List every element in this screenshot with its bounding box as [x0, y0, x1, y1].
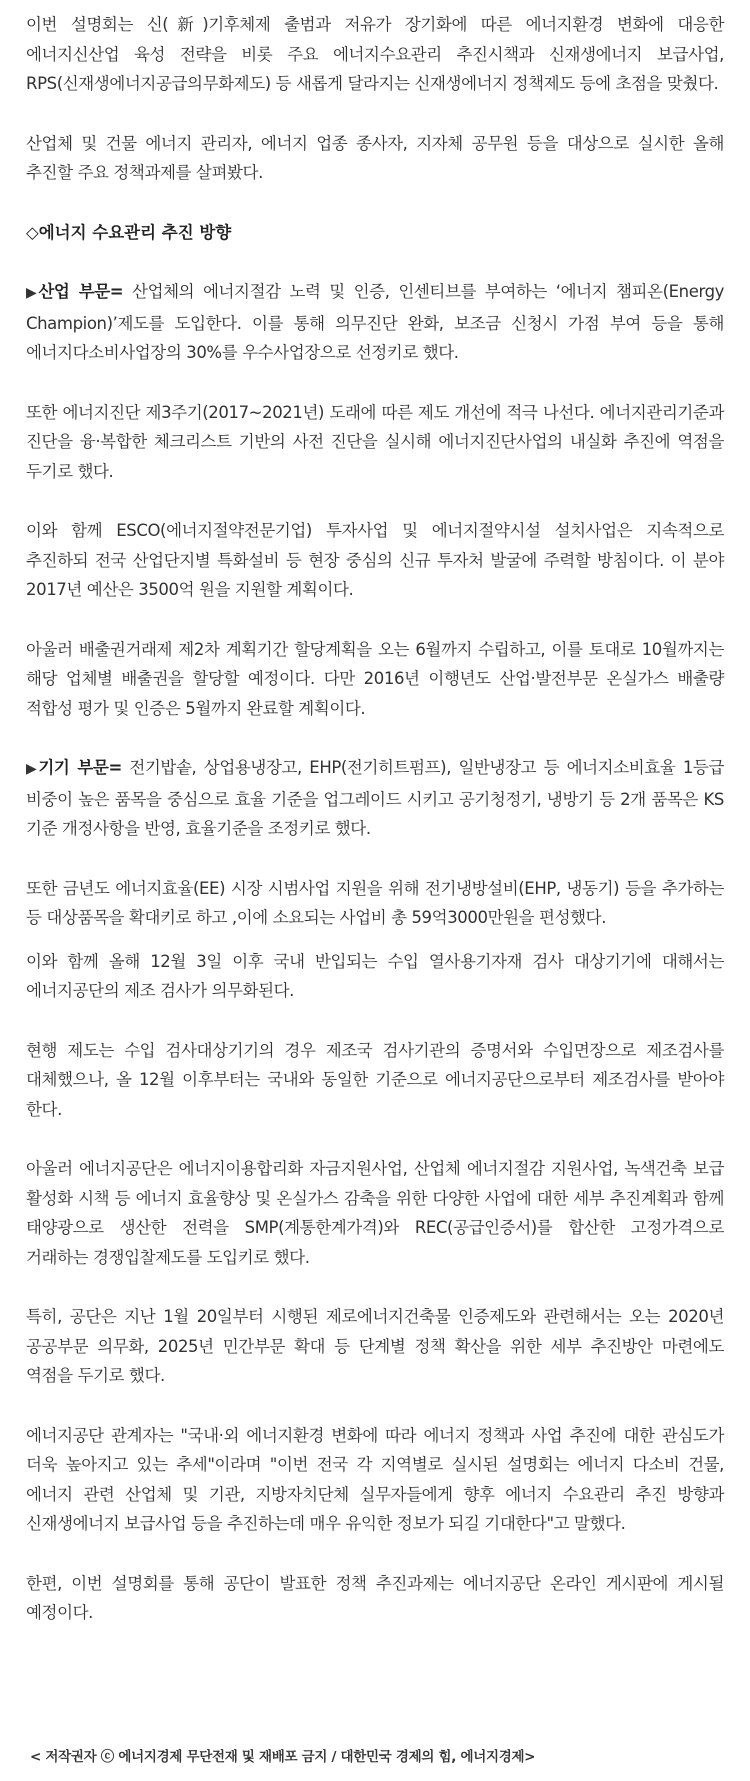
equipment-label: 기기 부문=	[38, 758, 122, 777]
equipment-text: 전기밥솥, 상업용냉장고, EHP(전기히트펌프), 일반냉장고 등 에너지소비효율 1등급 비중이 높은 품목을 중심으로 효율 기준을 업그레이드 시키고 공기청정기, 냉방기 등 2개 품목은 KS 기준 개정사항을 반영, 효율기준을 조정키로 했다.	[26, 758, 724, 838]
article-paragraph: 이와 함께 ESCO(에너지절약전문기업) 투자사업 및 에너지절약시설 설치사업은 지속적으로 추진하되 전국 산업단지별 특화설비 등 현장 중심의 신규 투자처 발굴에 주력할 방침이다. 이 분야 2017년 예산은 3500억 원을 지원할 계획이다.	[26, 521, 724, 599]
article-paragraph: 특히, 공단은 지난 1월 20일부터 시행된 제로에너지건축물 인증제도와 관련해서는 오는 2020년 공공부문 의무화, 2025년 민간부문 확대 등 단계별 정책 확산을 위한 세부 추진방안 마련에도 역점을 두기로 했다.	[26, 1307, 724, 1385]
article-paragraph: 아울러 배출권거래제 제2차 계획기간 할당계획을 오는 6월까지 수립하고, 이를 토대로 10월까지는 해당 업체별 배출권을 할당할 예정이다. 다만 2016년 이행년도 산업·발전부문 온실가스 배출량 적합성 평가 및 인증은 5월까지 완료할 계획이다.	[26, 639, 724, 718]
article-paragraph: 이와 함께 올해 12월 3일 이후 국내 반입되는 수입 열사용기자재 검사 대상기기에 대해서는 에너지공단의 제조 검사가 의무화된다.	[26, 951, 724, 1000]
article-paragraph: 산업체 및 건물 에너지 관리자, 에너지 업종 종사자, 지자체 공무원 등을 대상으로 실시한 올해 추진할 주요 정책과제를 살펴봤다.	[26, 133, 724, 182]
article-paragraph: 한편, 이번 설명회를 통해 공단이 발표한 정책 추진과제는 에너지공단 온라인 게시판에 게시될 예정이다.	[26, 1573, 724, 1622]
industry-text: 산업체의 에너지절감 노력 및 인증, 인센티브를 부여하는 ‘에너지 챔피온(Energy Champion)’제도를 도입한다. 이를 통해 의무진단 완화, 보조금 신청시 가점 부여 등을 통해 에너지다소비사업장의 30%를 우수사업장으로 선정키로 했다.	[26, 282, 725, 362]
industry-section-paragraph	[26, 277, 724, 368]
article-paragraph: 현행 제도는 수입 검사대상기기의 경우 제조국 검사기관의 증명서와 수입면장으로 제조검사를 대체했으나, 올 12월 이후부터는 국내와 동일한 기준으로 에너지공단으로부터 제조검사를 받아야 한다.	[26, 1040, 724, 1119]
article-paragraph: 아울러 에너지공단은 에너지이용합리화 자금지원사업, 산업체 에너지절감 지원사업, 녹색건축 보급 활성화 시책 등 에너지 효율향상 및 온실가스 감축을 위한 다양한 사업에 대한 세부 추진계획과 함께 태양광으로 생산한 전력을 SMP(계통한계가격)와 REC(공급인증서)를 합산한 고정가격으로 거래하는 경쟁입찰제도를 도입키로 했다.	[26, 1159, 724, 1267]
article-paragraph: 또한 금년도 에너지효율(EE) 시장 시범사업 지원을 위해 전기냉방설비(EHP, 냉동기) 등을 추가하는 등 대상품목을 확대키로 하고 ,이에 소요되는 사업비 총 59억3000만원을 편성했다.	[26, 878, 724, 927]
arrow-right-icon: ▶	[26, 285, 37, 301]
arrow-right-icon: ▶	[26, 761, 37, 777]
section-heading: ◇에너지 수요관리 추진 방향	[26, 222, 232, 242]
article-paragraph: 이번 설명회는 신(新)기후체제 출범과 저유가 장기화에 따른 에너지환경 변화에 대응한 에너지신산업 육성 전략을 비롯 주요 에너지수요관리 추진시책과 신재생에너지 보급사업, RPS(신재생에너지공급의무화제도) 등 새롭게 달라지는 신재생에너지 정책제도 등에 초점을 맞췄다.	[26, 15, 724, 93]
equipment-section-paragraph	[26, 753, 724, 844]
article-paragraph: 에너지공단 관계자는 "국내·외 에너지환경 변화에 따라 에너지 정책과 사업 추진에 대한 관심도가 더욱 높아지고 있는 추세"이라며 "이번 전국 각 지역별로 실시된 설명회는 에너지 다소비 건물, 에너지 관련 산업체 및 기관, 지방자치단체 실무자들에게 향후 에너지 수요관리 추진 방향과 신재생에너지 보급사업 등을 추진하는데 매우 유익한 정보가 되길 기대한다"고 말했다.	[26, 1425, 724, 1533]
copyright-notice: < 저작권자 ⓒ 에너지경제 무단전재 및 재배포 금지 / 대한민국 경제의 힘, 에너지경제>	[30, 1749, 536, 1765]
article-body	[26, 10, 724, 1658]
industry-label: 산업 부문=	[38, 282, 124, 301]
article-paragraph: 또한 에너지진단 제3주기(2017~2021년) 도래에 따른 제도 개선에 적극 나선다. 에너지관리기준과 진단을 융·복합한 체크리스트 기반의 사전 진단을 실시해 에너지진단사업의 내실화 추진에 역점을 두기로 했다.	[26, 402, 724, 481]
